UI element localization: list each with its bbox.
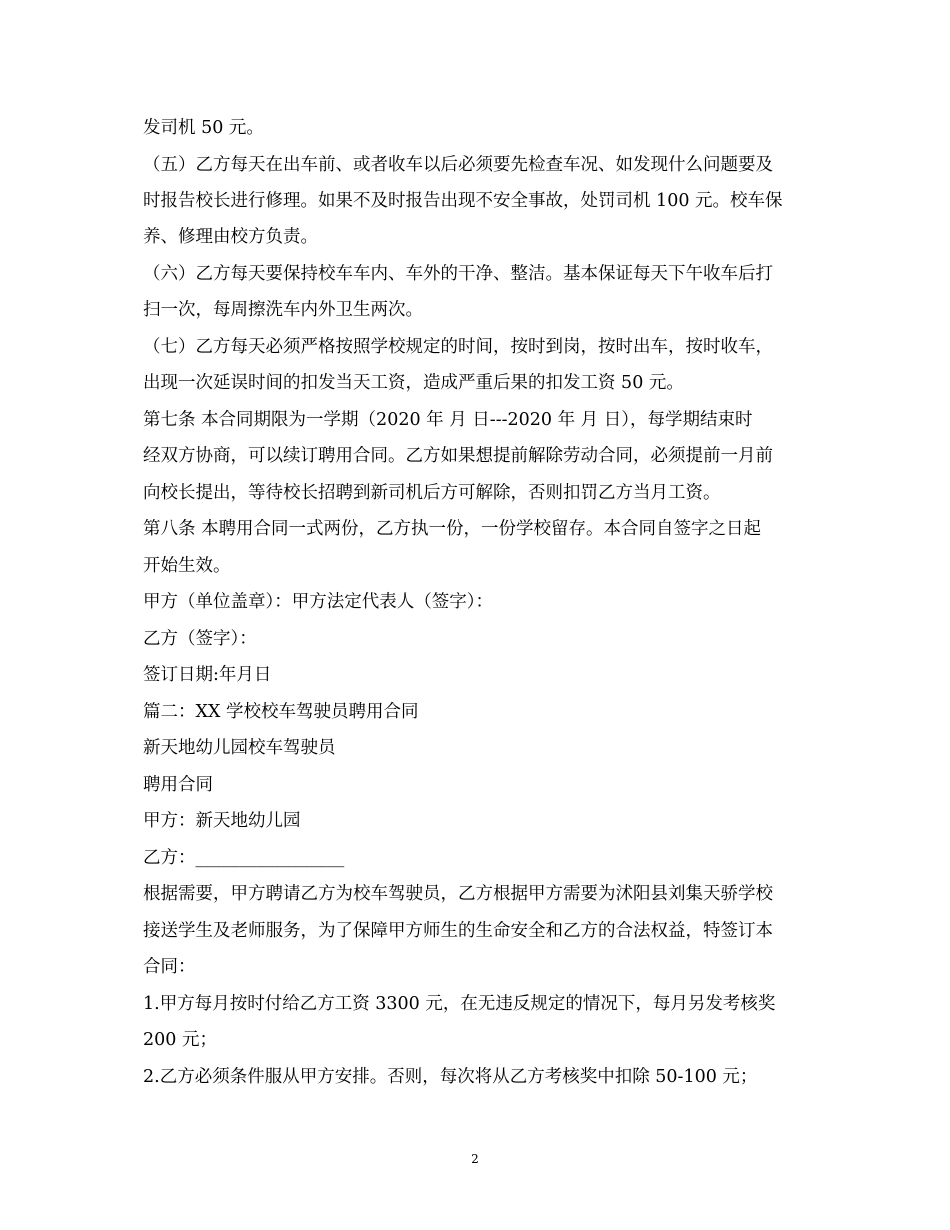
text-line: 发司机 50 元。 xyxy=(143,118,264,138)
text-line: 甲方（单位盖章）：甲方法定代表人（签字）： xyxy=(143,592,493,612)
text-line: （六）乙方每天要保持校车车内、车外的干净、整洁。基本保证每天下午收车后打 xyxy=(143,264,773,284)
text-line: 签订日期:年月日 xyxy=(143,665,272,685)
text-line: 篇二：XX 学校校车驾驶员聘用合同 xyxy=(143,702,419,722)
text-line: 合同： xyxy=(143,957,196,977)
text-line: 时报告校长进行修理。如果不及时报告出现不安全事故，处罚司机 100 元。校车保 xyxy=(143,191,783,211)
text-line: 根据需要，甲方聘请乙方为校车驾驶员，乙方根据甲方需要为沭阳县刘集天骄学校 xyxy=(143,884,773,904)
text-line: 接送学生及老师服务，为了保障甲方师生的生命安全和乙方的合法权益，特签订本 xyxy=(143,921,773,941)
text-line: 向校长提出，等待校长招聘到新司机后方可解除，否则扣罚乙方当月工资。 xyxy=(143,483,721,503)
text-line: 扫一次，每周擦洗车内外卫生两次。 xyxy=(143,300,423,320)
text-line: （五）乙方每天在出车前、或者收车以后必须要先检查车况、如发现什么问题要及 xyxy=(143,155,773,175)
text-line: 甲方：新天地幼儿园 xyxy=(143,811,301,831)
text-line: 第七条 本合同期限为一学期（2020 年 月 日---2020 年 月 日），每学期结束时 xyxy=(143,410,753,430)
text-line: 1.甲方每月按时付给乙方工资 3300 元，在无违反规定的情况下，每月另发考核奖 xyxy=(143,994,776,1014)
text-line: （七）乙方每天必须严格按照学校规定的时间，按时到岗，按时出车，按时收车， xyxy=(143,337,773,357)
text-line: 养、修理由校方负责。 xyxy=(143,227,318,247)
text-line: 出现一次延误时间的扣发当天工资，造成严重后果的扣发工资 50 元。 xyxy=(143,373,684,393)
text-line: 开始生效。 xyxy=(143,556,231,576)
text-line: 乙方（签字）： xyxy=(143,629,257,649)
text-line: 2.乙方必须条件服从甲方安排。否则，每次将从乙方考核奖中扣除 50-100 元； xyxy=(143,1067,758,1087)
text-line: 聘用合同 xyxy=(143,775,213,795)
page-number: 2 xyxy=(471,1152,479,1166)
text-line: 200 元； xyxy=(143,1030,217,1050)
text-line: 新天地幼儿园校车驾驶员 xyxy=(143,738,336,758)
text-line: 第八条 本聘用合同一式两份，乙方执一份，一份学校留存。本合同自签字之日起 xyxy=(143,519,762,539)
text-line: 乙方：_________________ xyxy=(143,848,345,868)
text-line: 经双方协商，可以续订聘用合同。乙方如果想提前解除劳动合同，必须提前一月前 xyxy=(143,446,773,466)
